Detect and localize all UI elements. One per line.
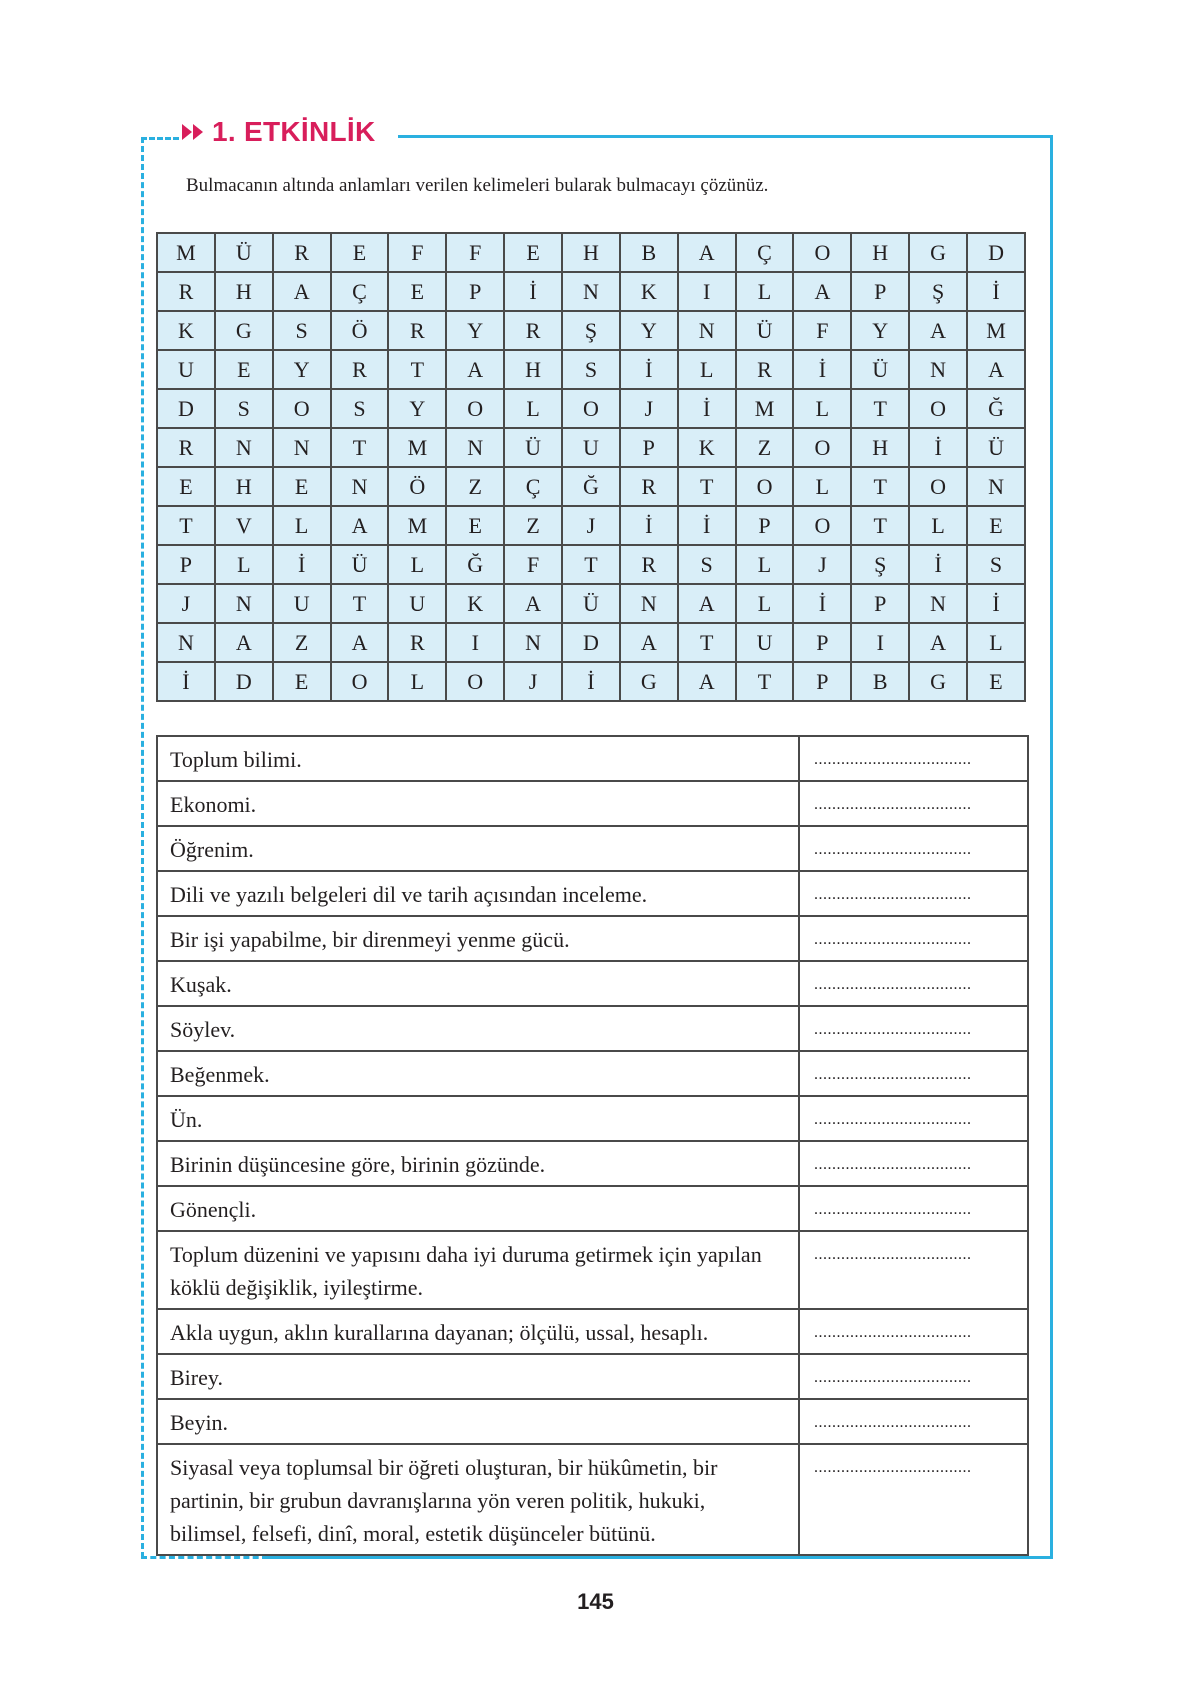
grid-cell[interactable]: İ — [678, 506, 736, 545]
answer-blank[interactable]: ................................... — [799, 916, 1028, 961]
grid-cell[interactable]: D — [562, 623, 620, 662]
clue-row — [157, 1444, 1028, 1555]
grid-cell[interactable]: H — [562, 233, 620, 272]
grid-cell[interactable]: T — [851, 467, 909, 506]
grid-cell[interactable]: O — [909, 467, 967, 506]
grid-cell[interactable]: K — [678, 428, 736, 467]
grid-cell[interactable]: T — [157, 506, 215, 545]
clue-row — [157, 781, 1028, 826]
grid-cell[interactable]: E — [504, 233, 562, 272]
grid-cell[interactable]: U — [273, 584, 331, 623]
grid-cell[interactable]: Ü — [562, 584, 620, 623]
grid-cell[interactable]: D — [157, 389, 215, 428]
grid-cell[interactable]: Ş — [909, 272, 967, 311]
grid-cell[interactable]: L — [793, 467, 851, 506]
grid-cell[interactable]: A — [793, 272, 851, 311]
clue-text: Siyasal veya toplumsal bir öğreti oluşturan, bir hükûmetin, bir partinin, bir grubun davranışlarına yön veren politik, hukuki, bilimsel, felsefi, dinî, moral, estetik düşünceler bütünü. — [157, 1444, 799, 1555]
grid-cell[interactable]: P — [620, 428, 678, 467]
grid-cell[interactable]: L — [388, 545, 446, 584]
grid-cell[interactable]: R — [388, 623, 446, 662]
clue-text: Gönençli. — [157, 1186, 799, 1231]
clue-row — [157, 1006, 1028, 1051]
grid-cell[interactable]: Ü — [967, 428, 1025, 467]
answer-blank[interactable]: ................................... — [799, 1096, 1028, 1141]
grid-cell[interactable]: G — [909, 662, 967, 701]
clue-row — [157, 1096, 1028, 1141]
answer-blank[interactable]: ................................... — [799, 1231, 1028, 1309]
grid-cell[interactable]: Ş — [851, 545, 909, 584]
grid-cell[interactable]: İ — [909, 545, 967, 584]
frame-top-dashed-segment — [141, 137, 179, 140]
grid-cell[interactable]: N — [273, 428, 331, 467]
grid-cell[interactable]: Z — [273, 623, 331, 662]
grid-row — [157, 545, 1025, 584]
grid-cell[interactable]: S — [273, 311, 331, 350]
grid-cell[interactable]: R — [157, 428, 215, 467]
grid-row — [157, 467, 1025, 506]
grid-cell[interactable]: T — [331, 428, 389, 467]
grid-cell[interactable]: M — [388, 428, 446, 467]
grid-cell[interactable]: L — [736, 545, 794, 584]
grid-cell[interactable]: I — [446, 623, 504, 662]
grid-cell[interactable]: J — [562, 506, 620, 545]
grid-cell[interactable]: U — [157, 350, 215, 389]
grid-cell[interactable]: J — [504, 662, 562, 701]
grid-cell[interactable]: E — [157, 467, 215, 506]
grid-cell[interactable]: M — [157, 233, 215, 272]
grid-cell[interactable]: E — [388, 272, 446, 311]
grid-row — [157, 350, 1025, 389]
grid-cell[interactable]: İ — [620, 506, 678, 545]
frame-left-dashed-border — [141, 137, 144, 1558]
frame-bottom-dashed-segment — [141, 1556, 268, 1559]
grid-cell[interactable]: K — [446, 584, 504, 623]
answer-blank[interactable]: ................................... — [799, 781, 1028, 826]
grid-cell[interactable]: T — [736, 662, 794, 701]
grid-cell[interactable]: E — [446, 506, 504, 545]
clue-text: Bir işi yapabilme, bir direnmeyi yenme gücü. — [157, 916, 799, 961]
clue-row — [157, 1186, 1028, 1231]
grid-cell[interactable]: Z — [504, 506, 562, 545]
grid-cell[interactable]: İ — [793, 584, 851, 623]
grid-cell[interactable]: F — [388, 233, 446, 272]
grid-cell[interactable]: A — [331, 506, 389, 545]
grid-cell[interactable]: R — [736, 350, 794, 389]
grid-cell[interactable]: D — [967, 233, 1025, 272]
grid-cell[interactable]: Ü — [331, 545, 389, 584]
grid-cell[interactable]: L — [736, 272, 794, 311]
grid-cell[interactable]: A — [967, 350, 1025, 389]
grid-cell[interactable]: T — [851, 506, 909, 545]
grid-cell[interactable]: R — [620, 467, 678, 506]
grid-cell[interactable]: P — [793, 662, 851, 701]
grid-cell[interactable]: V — [215, 506, 273, 545]
grid-cell[interactable]: S — [967, 545, 1025, 584]
page-number: 145 — [577, 1589, 614, 1614]
grid-cell[interactable]: E — [331, 233, 389, 272]
clue-row — [157, 826, 1028, 871]
grid-cell[interactable]: H — [215, 467, 273, 506]
grid-cell[interactable]: Ğ — [446, 545, 504, 584]
grid-cell[interactable]: M — [736, 389, 794, 428]
grid-cell[interactable]: P — [793, 623, 851, 662]
grid-cell[interactable]: N — [620, 584, 678, 623]
grid-cell[interactable]: Ş — [562, 311, 620, 350]
grid-cell[interactable]: N — [678, 311, 736, 350]
clue-text: Dili ve yazılı belgeleri dil ve tarih açısından inceleme. — [157, 871, 799, 916]
grid-cell[interactable]: P — [157, 545, 215, 584]
grid-cell[interactable]: F — [446, 233, 504, 272]
grid-cell[interactable]: G — [215, 311, 273, 350]
grid-cell[interactable]: E — [273, 467, 331, 506]
clue-text: Ekonomi. — [157, 781, 799, 826]
answer-blank[interactable]: ................................... — [799, 1354, 1028, 1399]
grid-cell[interactable]: R — [388, 311, 446, 350]
grid-cell[interactable]: Ç — [504, 467, 562, 506]
grid-cell[interactable]: A — [215, 623, 273, 662]
grid-cell[interactable]: İ — [909, 428, 967, 467]
grid-cell[interactable]: J — [157, 584, 215, 623]
grid-cell[interactable]: B — [620, 233, 678, 272]
grid-cell[interactable]: O — [446, 389, 504, 428]
grid-cell[interactable]: A — [620, 623, 678, 662]
clue-text: Birinin düşüncesine göre, birinin gözünde. — [157, 1141, 799, 1186]
answer-blank[interactable]: ................................... — [799, 1309, 1028, 1354]
grid-cell[interactable]: N — [909, 584, 967, 623]
grid-cell[interactable]: K — [157, 311, 215, 350]
grid-row — [157, 623, 1025, 662]
grid-row — [157, 233, 1025, 272]
grid-cell[interactable]: H — [215, 272, 273, 311]
clue-row — [157, 961, 1028, 1006]
grid-cell[interactable]: İ — [967, 584, 1025, 623]
grid-cell[interactable]: T — [678, 467, 736, 506]
clue-text: Beyin. — [157, 1399, 799, 1444]
grid-cell[interactable]: N — [446, 428, 504, 467]
grid-cell[interactable]: Ü — [504, 428, 562, 467]
grid-cell[interactable]: L — [967, 623, 1025, 662]
grid-cell[interactable]: A — [331, 623, 389, 662]
grid-cell[interactable]: İ — [620, 350, 678, 389]
grid-cell[interactable]: Z — [736, 428, 794, 467]
grid-cell[interactable]: R — [620, 545, 678, 584]
clue-row — [157, 1231, 1028, 1309]
clue-row — [157, 1399, 1028, 1444]
answer-blank[interactable]: ................................... — [799, 961, 1028, 1006]
grid-cell[interactable]: T — [388, 350, 446, 389]
grid-cell[interactable]: Ü — [851, 350, 909, 389]
grid-cell[interactable]: D — [215, 662, 273, 701]
grid-cell[interactable]: L — [793, 389, 851, 428]
grid-row — [157, 272, 1025, 311]
clue-row — [157, 1309, 1028, 1354]
answer-blank[interactable]: ................................... — [799, 1186, 1028, 1231]
grid-cell[interactable]: N — [562, 272, 620, 311]
grid-cell[interactable]: N — [331, 467, 389, 506]
grid-cell[interactable]: Y — [273, 350, 331, 389]
grid-cell[interactable]: A — [504, 584, 562, 623]
clue-row — [157, 1354, 1028, 1399]
grid-cell[interactable]: A — [273, 272, 331, 311]
clue-text: Söylev. — [157, 1006, 799, 1051]
grid-cell[interactable]: S — [678, 545, 736, 584]
word-search-grid — [156, 232, 1026, 702]
grid-cell[interactable]: O — [793, 428, 851, 467]
grid-cell[interactable]: I — [851, 623, 909, 662]
grid-cell[interactable]: I — [678, 272, 736, 311]
grid-cell[interactable]: Ü — [215, 233, 273, 272]
grid-cell[interactable]: E — [967, 506, 1025, 545]
grid-cell[interactable]: İ — [967, 272, 1025, 311]
grid-row — [157, 311, 1025, 350]
clue-text: Toplum bilimi. — [157, 736, 799, 781]
grid-cell[interactable]: R — [273, 233, 331, 272]
grid-cell[interactable]: P — [851, 272, 909, 311]
grid-cell[interactable]: F — [793, 311, 851, 350]
grid-cell[interactable]: S — [331, 389, 389, 428]
grid-cell[interactable]: A — [446, 350, 504, 389]
grid-cell[interactable]: Z — [446, 467, 504, 506]
clue-text: Kuşak. — [157, 961, 799, 1006]
grid-cell[interactable]: L — [678, 350, 736, 389]
grid-cell[interactable]: H — [504, 350, 562, 389]
grid-cell[interactable]: L — [388, 662, 446, 701]
answer-blank[interactable]: ................................... — [799, 1051, 1028, 1096]
grid-cell[interactable]: H — [851, 233, 909, 272]
grid-row — [157, 662, 1025, 701]
grid-cell[interactable]: H — [851, 428, 909, 467]
grid-cell[interactable]: O — [909, 389, 967, 428]
grid-cell[interactable]: O — [793, 506, 851, 545]
grid-cell[interactable]: Y — [446, 311, 504, 350]
grid-cell[interactable]: M — [388, 506, 446, 545]
answer-blank[interactable]: ................................... — [799, 826, 1028, 871]
grid-cell[interactable]: İ — [678, 389, 736, 428]
answer-blank[interactable]: ................................... — [799, 736, 1028, 781]
grid-cell[interactable]: S — [562, 350, 620, 389]
clue-text: Beğenmek. — [157, 1051, 799, 1096]
grid-cell[interactable]: L — [504, 389, 562, 428]
grid-cell[interactable]: O — [736, 467, 794, 506]
grid-cell[interactable]: N — [909, 350, 967, 389]
grid-row — [157, 428, 1025, 467]
answer-blank[interactable]: ................................... — [799, 1006, 1028, 1051]
grid-cell[interactable]: T — [851, 389, 909, 428]
grid-cell[interactable]: T — [678, 623, 736, 662]
grid-cell[interactable]: P — [851, 584, 909, 623]
grid-cell[interactable]: Y — [388, 389, 446, 428]
activity-title: 1. ETKİNLİK — [212, 116, 376, 147]
grid-cell[interactable]: P — [736, 506, 794, 545]
double-arrow-icon — [182, 124, 204, 140]
grid-cell[interactable]: Ğ — [562, 467, 620, 506]
grid-cell[interactable]: L — [736, 584, 794, 623]
frame-right-border — [1050, 135, 1053, 1559]
grid-cell[interactable]: B — [851, 662, 909, 701]
grid-cell[interactable]: F — [504, 545, 562, 584]
clue-text: Toplum düzenini ve yapısını daha iyi duruma getirmek için yapılan köklü değişiklik, iyileştirme. — [157, 1231, 799, 1309]
grid-cell[interactable]: A — [909, 623, 967, 662]
grid-cell[interactable]: N — [215, 584, 273, 623]
grid-cell[interactable]: Ğ — [967, 389, 1025, 428]
grid-cell[interactable]: P — [446, 272, 504, 311]
clue-text: Ün. — [157, 1096, 799, 1141]
grid-cell[interactable]: N — [504, 623, 562, 662]
grid-cell[interactable]: R — [331, 350, 389, 389]
grid-cell[interactable]: A — [678, 233, 736, 272]
grid-cell[interactable]: G — [909, 233, 967, 272]
grid-cell[interactable]: Ö — [388, 467, 446, 506]
frame-top-border — [398, 135, 1053, 138]
grid-cell[interactable]: O — [793, 233, 851, 272]
grid-cell[interactable]: K — [620, 272, 678, 311]
clue-text: Öğrenim. — [157, 826, 799, 871]
grid-row — [157, 389, 1025, 428]
grid-cell[interactable]: O — [446, 662, 504, 701]
grid-cell[interactable]: Ö — [331, 311, 389, 350]
grid-cell[interactable]: Y — [620, 311, 678, 350]
activity-instruction: Bulmacanın altında anlamları verilen kelimeleri bularak bulmacayı çözünüz. — [186, 175, 769, 196]
clue-table — [156, 735, 1029, 1556]
grid-cell[interactable]: L — [215, 545, 273, 584]
grid-cell[interactable]: J — [793, 545, 851, 584]
clue-row — [157, 1141, 1028, 1186]
grid-cell[interactable]: R — [157, 272, 215, 311]
grid-cell[interactable]: M — [967, 311, 1025, 350]
grid-cell[interactable]: E — [273, 662, 331, 701]
grid-cell[interactable]: L — [273, 506, 331, 545]
answer-blank[interactable]: ................................... — [799, 1141, 1028, 1186]
grid-cell[interactable]: A — [678, 584, 736, 623]
grid-cell[interactable]: Ç — [736, 233, 794, 272]
grid-cell[interactable]: İ — [793, 350, 851, 389]
grid-cell[interactable]: G — [620, 662, 678, 701]
clue-row — [157, 736, 1028, 781]
grid-cell[interactable]: N — [157, 623, 215, 662]
grid-cell[interactable]: Y — [851, 311, 909, 350]
grid-cell[interactable]: T — [562, 545, 620, 584]
grid-cell[interactable]: İ — [562, 662, 620, 701]
grid-row — [157, 506, 1025, 545]
grid-cell[interactable]: İ — [504, 272, 562, 311]
grid-cell[interactable]: E — [215, 350, 273, 389]
grid-row — [157, 584, 1025, 623]
grid-cell[interactable]: İ — [157, 662, 215, 701]
grid-cell[interactable]: A — [678, 662, 736, 701]
grid-cell[interactable]: S — [215, 389, 273, 428]
clue-text: Birey. — [157, 1354, 799, 1399]
grid-cell[interactable]: R — [504, 311, 562, 350]
clue-row — [157, 916, 1028, 961]
answer-blank[interactable]: ................................... — [799, 871, 1028, 916]
grid-cell[interactable]: İ — [273, 545, 331, 584]
grid-cell[interactable]: L — [909, 506, 967, 545]
grid-cell[interactable]: E — [967, 662, 1025, 701]
grid-cell[interactable]: O — [273, 389, 331, 428]
clue-row — [157, 871, 1028, 916]
clue-row — [157, 1051, 1028, 1096]
grid-cell[interactable]: U — [562, 428, 620, 467]
grid-cell[interactable]: A — [909, 311, 967, 350]
grid-cell[interactable]: U — [736, 623, 794, 662]
grid-cell[interactable]: O — [562, 389, 620, 428]
activity-header — [182, 116, 376, 148]
grid-cell[interactable]: Ü — [736, 311, 794, 350]
grid-cell[interactable]: Ç — [331, 272, 389, 311]
grid-cell[interactable]: U — [388, 584, 446, 623]
grid-cell[interactable]: J — [620, 389, 678, 428]
grid-cell[interactable]: T — [331, 584, 389, 623]
grid-cell[interactable]: O — [331, 662, 389, 701]
clue-text: Akla uygun, aklın kurallarına dayanan; ölçülü, ussal, hesaplı. — [157, 1309, 799, 1354]
grid-cell[interactable]: N — [967, 467, 1025, 506]
answer-blank[interactable]: ................................... — [799, 1444, 1028, 1555]
grid-cell[interactable]: N — [215, 428, 273, 467]
frame-bottom-border — [268, 1556, 1053, 1559]
answer-blank[interactable]: ................................... — [799, 1399, 1028, 1444]
